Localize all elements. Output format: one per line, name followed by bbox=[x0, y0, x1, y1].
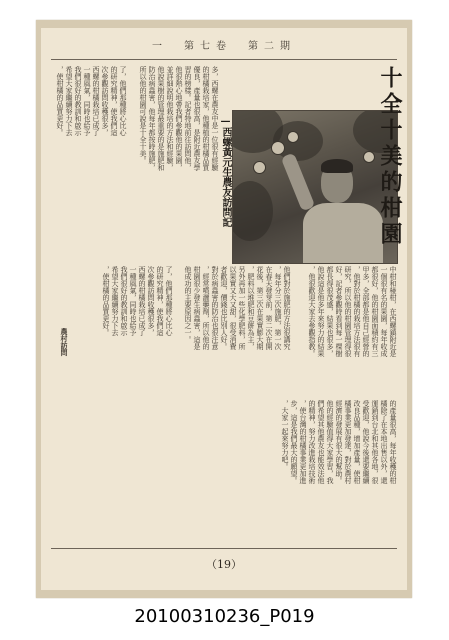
text-line: 次參觀訪問收穫很多， bbox=[147, 266, 155, 336]
text-line: 多，西螺在農友中是一位很有經驗 bbox=[211, 66, 219, 171]
text-line: 所以他的柑園可說是十全十美。 bbox=[139, 66, 147, 164]
text-line: 花後，第三次在果實膨大期 bbox=[256, 266, 264, 350]
archive-caption: 20100310236_P019 bbox=[134, 606, 315, 627]
text-line: 另外再加一些化學肥料，所 bbox=[238, 266, 246, 350]
text-line: 柑園很少發生病蟲害，這是 bbox=[193, 266, 201, 350]
text-line: 在春天發芽前，第二次在開 bbox=[265, 266, 273, 350]
article-subtitle: —西螺黃元生農友訪問記 bbox=[220, 116, 231, 227]
text-line: ，肥料以堆肥和豆餅為主， bbox=[247, 266, 255, 350]
column-top-text bbox=[131, 66, 219, 248]
text-line: 希望大家繼續努力下去 bbox=[111, 266, 119, 336]
text-line: 改良品種，增加產量，使柑 bbox=[353, 400, 361, 484]
text-line: 西螺的柑橘栽培已成了 bbox=[92, 66, 100, 136]
footer-rule bbox=[51, 548, 397, 549]
text-line: 一個很有名的果園，每年收成 bbox=[380, 266, 388, 357]
article-title: 十全十美的柑園 bbox=[377, 66, 403, 248]
text-line: ，他很歡迎大家去參觀指教。 bbox=[308, 266, 316, 357]
text-line: 了，他們那種將心比心 bbox=[165, 266, 173, 336]
text-line: 一種風氣，同時也給予 bbox=[129, 266, 137, 336]
text-line: 他的經驗值得大家學習，我 bbox=[326, 400, 334, 484]
page-number: （19） bbox=[206, 558, 242, 571]
text-line: 運銷到台北和其他各地，很 bbox=[371, 400, 379, 484]
text-line: 習的榜樣。記者特地前往訪問他， bbox=[184, 66, 192, 171]
orchard-photo bbox=[232, 110, 398, 264]
text-line: 他說這是他多年來努力的結果 bbox=[317, 266, 325, 357]
text-line: 的精神，努力改進栽培技術 bbox=[308, 400, 316, 484]
text-line: 的產量很高，每年收穫的柑 bbox=[389, 400, 397, 484]
text-line: 以果實又大又甜，很受消費 bbox=[229, 266, 237, 350]
text-line: ，他對於柑橘的栽培方法很有 bbox=[353, 266, 361, 357]
text-line: 的柑橘栽培家，他種植的柑橘品質 bbox=[202, 66, 210, 171]
magazine-sheet bbox=[41, 28, 407, 590]
column-top-left bbox=[53, 66, 127, 248]
text-line: 甲多，全部都是他自己經營的 bbox=[362, 266, 370, 357]
text-line: 我們很好的教訓和啟示 bbox=[74, 66, 82, 136]
text-line: 我們很好的教訓和啟示 bbox=[120, 266, 128, 336]
text-line: 次參觀訪問收穫很多， bbox=[101, 66, 109, 136]
text-line: 們希望其他農友也能效法他 bbox=[317, 400, 325, 484]
text-line: 優良，產量也很高，是附近農友學 bbox=[193, 66, 201, 171]
text-line: ，使柑橘的品質更好。 bbox=[56, 66, 64, 136]
text-line: 好，記者參觀時看到每一棵樹 bbox=[335, 266, 343, 357]
author-signature: 農村訪問 bbox=[60, 328, 69, 356]
text-line: 一種風氣，同時也給予 bbox=[83, 66, 91, 136]
text-line: 者歡迎，價錢也比別人好。 bbox=[220, 266, 228, 350]
text-line: 步，這是我們最大的願望。 bbox=[290, 400, 298, 484]
text-line: 橘事業更加發達，對於農村 bbox=[344, 400, 352, 484]
scanned-page bbox=[36, 20, 412, 598]
text-line: ，每年分三次施肥，第一次 bbox=[274, 266, 282, 350]
text-line: 他們對於施肥的方法很講究 bbox=[283, 266, 291, 350]
text-line: 對於病蟲害的防治也很注意 bbox=[211, 266, 219, 350]
text-line: 都長得很茂盛，結果也很多， bbox=[326, 266, 334, 357]
text-line: 中柑和椪柑，在西螺鎮附近是 bbox=[389, 266, 397, 357]
text-line: 希望大家繼續努力下去 bbox=[65, 66, 73, 136]
text-line: ，經常噴灑藥劑，所以他的 bbox=[202, 266, 210, 350]
text-line: 的研究精神，使我們這 bbox=[156, 266, 164, 336]
text-line: 他很熱心地帶我們參觀他的果園， bbox=[175, 66, 183, 171]
text-line: 防治病蟲害，他每年都按時施肥， bbox=[148, 66, 156, 171]
text-line: 研究，所以他的柑園管理得很 bbox=[344, 266, 352, 357]
text-line: 受歡迎，他說今後還要繼續 bbox=[362, 400, 370, 484]
text-line: ，使柑橘的品質更好。 bbox=[102, 266, 110, 336]
text-line: 橘除了在本地出售以外，還 bbox=[380, 400, 388, 484]
column-middle-left bbox=[53, 266, 173, 386]
text-line: ，使台灣的柑橘事業更加進 bbox=[299, 400, 307, 484]
text-line: 了，他們那種將心比心 bbox=[119, 66, 127, 136]
column-middle bbox=[179, 266, 291, 386]
column-bottom bbox=[53, 400, 397, 542]
text-line: ，大家一起來努力吧。 bbox=[281, 400, 289, 470]
text-line: 經濟的發展有很大的幫助。 bbox=[335, 400, 343, 484]
text-line: 西螺的柑橘栽培已成了 bbox=[138, 266, 146, 336]
column-right bbox=[297, 266, 397, 386]
text-line: 他說果樹的管理最重要的是施肥和 bbox=[157, 66, 165, 171]
header-rule bbox=[51, 59, 397, 60]
text-line: 並詳細說明他栽培的方法和經驗， bbox=[166, 66, 174, 171]
text-line: 的研究精神，使我們這 bbox=[110, 66, 118, 136]
page-header: 一 第七卷 第二期 bbox=[152, 40, 296, 52]
text-line: 都很好，他的柑園面積約有三 bbox=[371, 266, 379, 357]
text-line: 他成功的主要原因之一。 bbox=[184, 266, 192, 343]
